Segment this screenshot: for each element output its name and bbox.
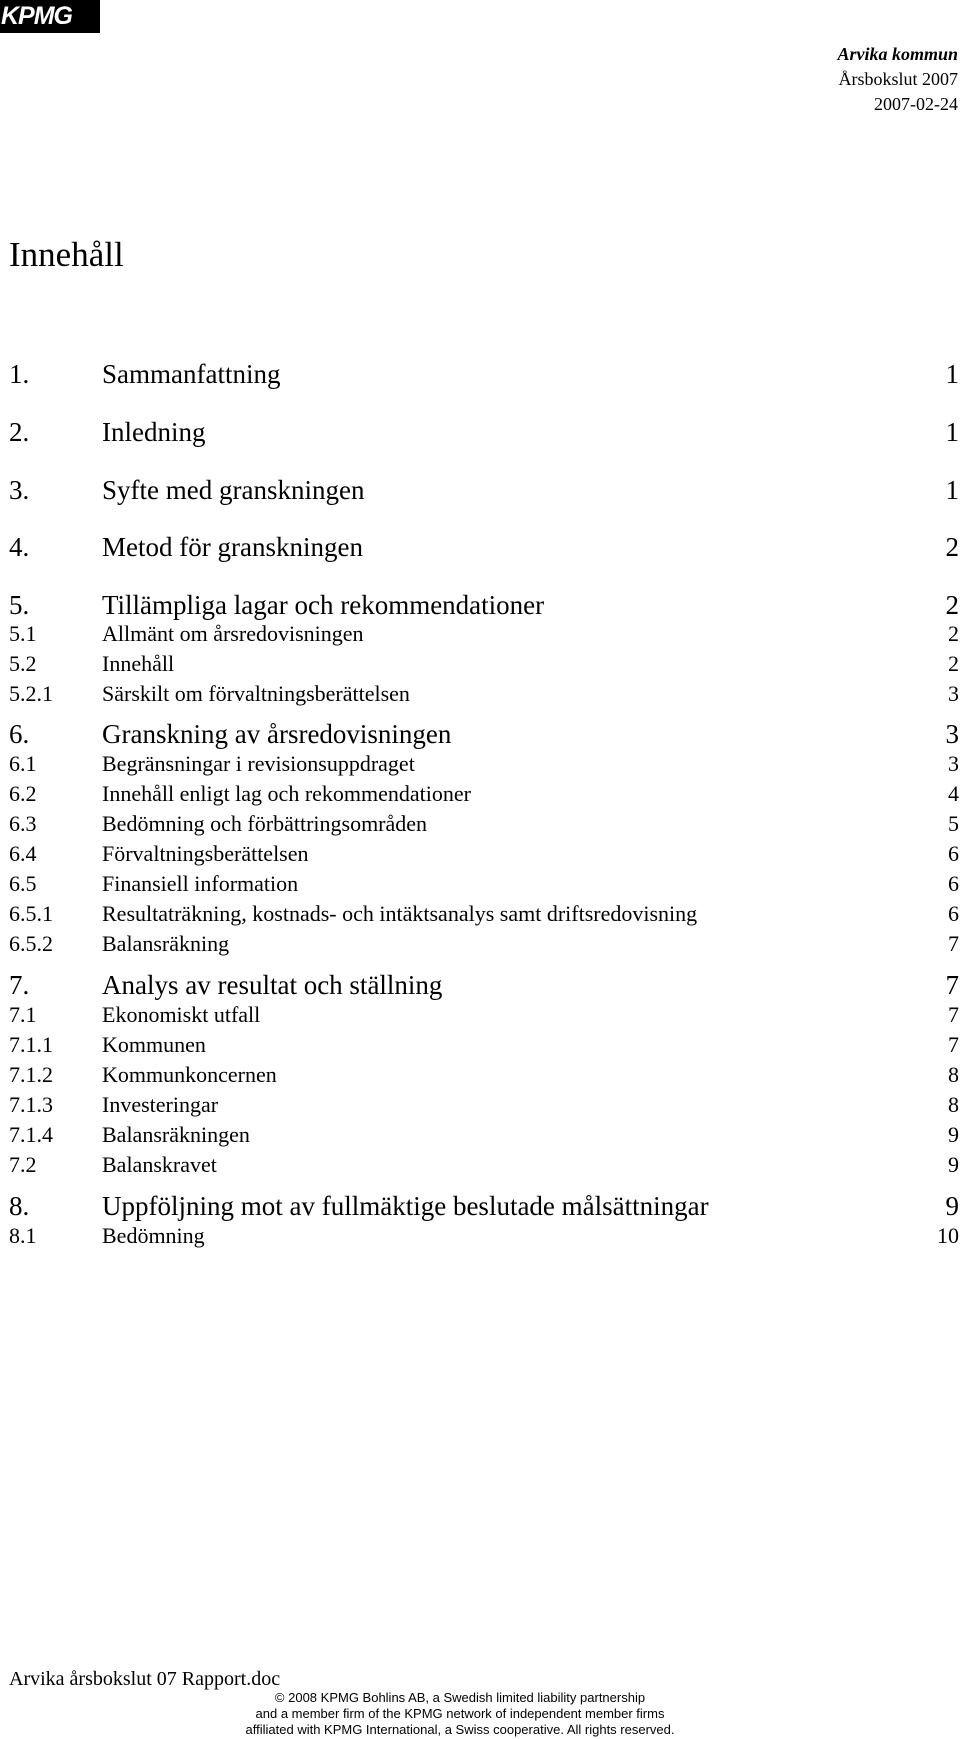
toc-page: 1 [945,475,959,505]
toc-number: 6.1 [9,751,37,776]
toc-entry [9,839,959,869]
toc-number: 5.1 [9,621,37,646]
toc-entry [9,359,959,389]
toc-entry [9,532,959,562]
toc-label: Allmänt om årsredovisningen [102,621,364,646]
toc-entry [9,779,959,809]
toc-page: 6 [948,841,959,866]
toc-page: 1 [945,417,959,447]
toc-label: Balansräkningen [102,1122,250,1147]
toc-number: 1. [9,359,30,389]
toc-label: Innehåll [102,651,175,676]
toc-label: Metod för granskningen [102,532,363,562]
toc-page: 8 [948,1092,959,1117]
toc-number: 7.1.1 [9,1032,53,1057]
toc-number: 6.2 [9,781,37,806]
toc-entry [9,929,959,959]
toc-page: 7 [948,1032,959,1057]
toc-entry [9,1030,959,1060]
copyright-line: © 2008 KPMG Bohlins AB, a Swedish limited liability partnership [274,1690,646,1705]
toc-number: 7.1 [9,1002,37,1027]
toc-label: Bedömning [102,1223,205,1248]
toc-label: Kommunkoncernen [102,1062,277,1087]
toc-label: Inledning [102,417,206,447]
toc-label: Analys av resultat och ställning [102,970,443,1000]
toc-entry [9,475,959,505]
toc-number: 5. [9,590,30,620]
toc-number: 6.5 [9,871,37,896]
document-header [837,42,958,117]
toc-entry [9,749,959,779]
toc-label: Syfte med granskningen [102,475,365,505]
toc-entry [9,1120,959,1150]
toc-number: 3. [9,475,30,505]
toc-page: 8 [948,1062,959,1087]
toc-page: 3 [948,681,959,706]
toc-entry [9,417,959,447]
toc-number: 2. [9,417,30,447]
toc-entry [9,970,959,1000]
toc-number: 7. [9,970,30,1000]
toc-page: 9 [948,1122,959,1147]
toc-entry [9,1150,959,1180]
toc-entry [9,899,959,929]
toc-label: Kommunen [102,1032,206,1057]
toc-entry [9,1060,959,1090]
kpmg-logo: KPMG [0,0,100,33]
toc-entry [9,590,959,620]
toc-number: 7.1.3 [9,1092,53,1117]
toc-label: Förvaltningsberättelsen [102,841,309,866]
toc-page: 2 [945,532,959,562]
toc-number: 6.3 [9,811,37,836]
copyright-notice [240,1690,680,1738]
toc-label: Finansiell information [102,871,299,896]
toc-number: 7.1.2 [9,1062,53,1087]
toc-page: 5 [948,811,959,836]
toc-label: Investeringar [102,1092,219,1117]
page-title: Innehåll [9,235,124,274]
toc-number: 5.2 [9,651,37,676]
toc-number: 6.5.1 [9,901,53,926]
toc-number: 6.5.2 [9,931,53,956]
toc-page: 3 [948,751,959,776]
toc-page: 2 [948,651,959,676]
toc-page: 3 [945,719,959,749]
toc-label: Balanskravet [102,1152,217,1177]
toc-page: 6 [948,871,959,896]
toc-entry [9,1221,959,1251]
toc-page: 7 [948,931,959,956]
toc-number: 8.1 [9,1223,37,1248]
toc-entry [9,719,959,749]
toc-number: 6.4 [9,841,37,866]
toc-page: 10 [937,1223,959,1248]
toc-entry [9,1000,959,1030]
toc-number: 7.1.4 [9,1122,53,1147]
toc-page: 4 [948,781,959,806]
toc-entry [9,619,959,649]
toc-entry [9,679,959,709]
toc-page: 2 [948,621,959,646]
toc-entry [9,869,959,899]
toc-entry [9,1090,959,1120]
report-date: 2007-02-24 [874,94,958,114]
toc-number: 7.2 [9,1152,37,1177]
toc-page: 7 [948,1002,959,1027]
toc-page: 1 [945,359,959,389]
toc-label: Tillämpliga lagar och rekommendationer [102,590,545,620]
toc-page: 2 [945,590,959,620]
toc-label: Bedömning och förbättringsområden [102,811,428,836]
organization-name: Arvika kommun [837,44,958,64]
toc-page: 6 [948,901,959,926]
toc-entry [9,1191,959,1221]
copyright-line: affiliated with KPMG International, a Swiss cooperative. All rights reserved. [245,1722,675,1737]
toc-entry [9,809,959,839]
toc-entry [9,649,959,679]
copyright-line: and a member firm of the KPMG network of independent member firms [255,1706,665,1721]
toc-label: Granskning av årsredovisningen [102,719,452,749]
toc-label: Uppföljning mot av fullmäktige beslutade målsättningar [102,1191,709,1221]
toc-page: 9 [948,1152,959,1177]
toc-label: Sammanfattning [102,359,281,389]
toc-page: 7 [945,970,959,1000]
toc-label: Innehåll enligt lag och rekommendationer [102,781,471,806]
toc-label: Resultaträkning, kostnads- och intäktsanalys samt driftsredovisning [102,901,698,926]
toc-page: 9 [945,1191,959,1221]
toc-label: Ekonomiskt utfall [102,1002,261,1027]
report-name: Årsbokslut 2007 [838,69,958,89]
toc-label: Balansräkning [102,931,230,956]
toc-label: Särskilt om förvaltningsberättelsen [102,681,410,706]
toc-label: Begränsningar i revisionsuppdraget [102,751,415,776]
toc-number: 4. [9,532,30,562]
toc-number: 6. [9,719,30,749]
document-filename: Arvika årsbokslut 07 Rapport.doc [9,1668,281,1690]
toc-number: 8. [9,1191,30,1221]
toc-number: 5.2.1 [9,681,53,706]
